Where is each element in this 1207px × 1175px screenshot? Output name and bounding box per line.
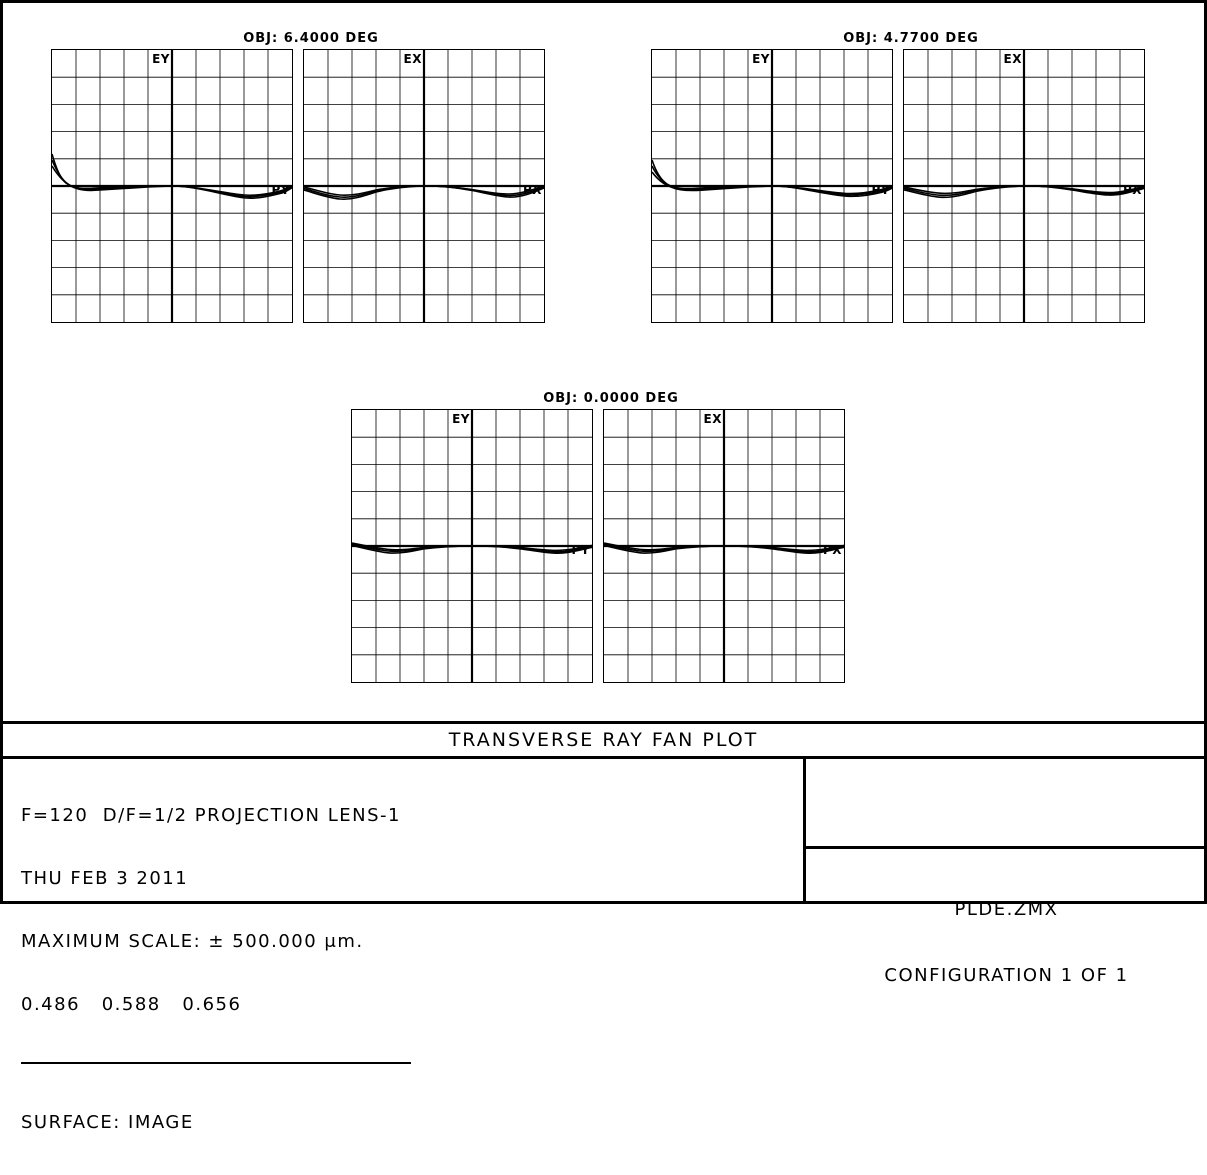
axis-label-ey-6p4deg: EY <box>152 52 170 66</box>
configuration-label: CONFIGURATION 1 OF 1 <box>884 965 1129 986</box>
plot-ey-py-0deg <box>352 410 592 682</box>
footer-divider-top <box>3 721 1204 724</box>
axis-label-ey-0deg: EY <box>452 412 470 426</box>
footer-info-block <box>21 763 411 1175</box>
plot-title: TRANSVERSE RAY FAN PLOT <box>448 729 759 751</box>
plot-ey-py-6p4deg <box>52 50 292 322</box>
axis-label-py-4p77deg: PY <box>871 183 890 197</box>
axis-label-px-4p77deg: PX <box>1122 183 1142 197</box>
pane-ey-py-6p4deg <box>51 49 293 323</box>
footer-rule <box>21 1062 411 1064</box>
field-title-4p77deg: OBJ: 4.7700 DEG <box>843 31 979 46</box>
wavelength-list: 0.486 0.588 0.656 <box>21 994 242 1015</box>
axis-label-ey-4p77deg: EY <box>752 52 770 66</box>
axis-label-ex-0deg: EX <box>703 412 722 426</box>
lens-title: F=120 D/F=1/2 PROJECTION LENS-1 <box>21 805 401 826</box>
pane-ey-py-4p77deg <box>651 49 893 323</box>
surface-label: SURFACE: IMAGE <box>21 1112 194 1133</box>
file-name: PLDE.ZMX <box>954 899 1059 920</box>
footer-divider-mid <box>3 756 1204 759</box>
max-scale: MAXIMUM SCALE: ± 500.000 μm. <box>21 931 364 952</box>
plot-ex-px-0deg <box>604 410 844 682</box>
axis-label-px-6p4deg: PX <box>522 183 542 197</box>
field-title-6p4deg: OBJ: 6.4000 DEG <box>243 31 379 46</box>
plot-ex-px-6p4deg <box>304 50 544 322</box>
axis-label-ex-6p4deg: EX <box>403 52 422 66</box>
plot-ex-px-4p77deg <box>904 50 1144 322</box>
pane-ex-px-0deg <box>603 409 845 683</box>
field-title-0deg: OBJ: 0.0000 DEG <box>543 391 679 406</box>
plot-date: THU FEB 3 2011 <box>21 868 189 889</box>
footer-file-block <box>806 855 1207 1031</box>
plot-ey-py-4p77deg <box>652 50 892 322</box>
pane-ex-px-4p77deg <box>903 49 1145 323</box>
axis-label-px-0deg: PX <box>822 543 842 557</box>
axis-label-py-0deg: PY <box>571 543 590 557</box>
pane-ex-px-6p4deg <box>303 49 545 323</box>
pane-ey-py-0deg <box>351 409 593 683</box>
axis-label-py-6p4deg: PY <box>271 183 290 197</box>
footer-right-divider <box>806 846 1207 849</box>
axis-label-ex-4p77deg: EX <box>1003 52 1022 66</box>
